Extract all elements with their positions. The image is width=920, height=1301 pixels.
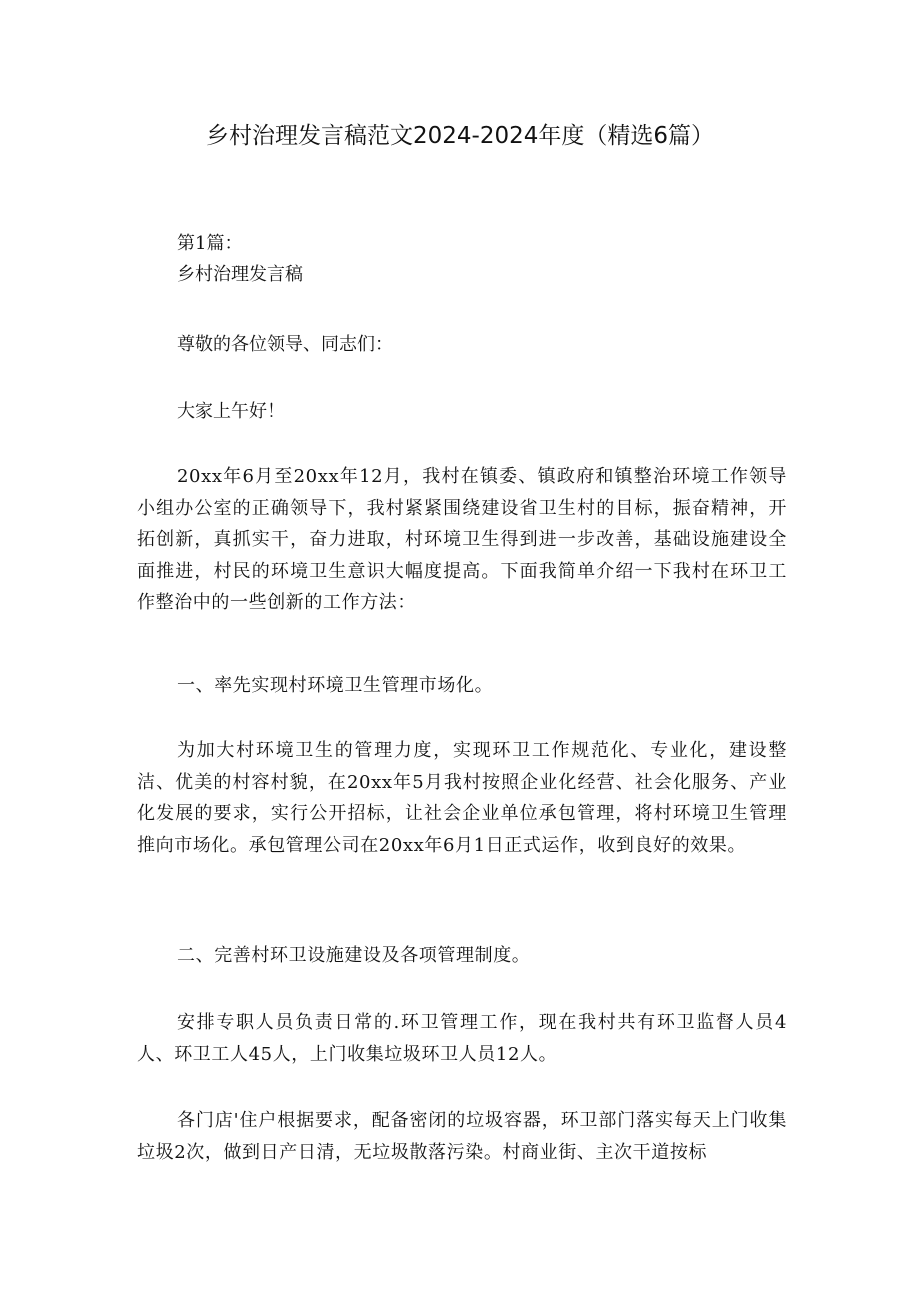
- section-title: 乡村治理发言稿: [177, 264, 303, 285]
- heading-section-one: 一、率先实现村环境卫生管理市场化。: [177, 675, 494, 696]
- paragraph-garbage-collection: 各门店'住户根据要求，配备密闭的垃圾容器，环卫部门落实每天上门收集垃圾2次，做到日产日清，无垃圾散落污染。村商业街、主次干道按标: [137, 1110, 787, 1163]
- paragraph-intro: 20xx年6月至20xx年12月，我村在镇委、镇政府和镇整治环境工作领导小组办公室的正确领导下，我村紧紧围绕建设省卫生村的目标，振奋精神，开拓创新，真抓实干，奋力进取，村环境卫生得到进一步改善，基础设施建设全面推进，村民的环境卫生意识大幅度提高。下面我简单介绍一下我村在环卫工作整治中的一些创新的工作方法：: [137, 466, 787, 613]
- document-title: 乡村治理发言稿范文2024-2024年度（精选6篇）: [206, 123, 714, 149]
- greeting: 尊敬的各位领导、同志们：: [177, 334, 393, 355]
- opening-line: 大家上午好！: [177, 401, 285, 422]
- paragraph-staffing: 安排专职人员负责日常的.环卫管理工作，现在我村共有环卫监督人员4人、环卫工人45人，上门收集垃圾环卫人员12人。: [137, 1012, 787, 1065]
- heading-section-two: 二、完善村环卫设施建设及各项管理制度。: [177, 945, 531, 966]
- section-label: 第1篇：: [177, 233, 243, 254]
- paragraph-section-one: 为加大村环境卫生的管理力度，实现环卫工作规范化、专业化，建设整洁、优美的村容村貌，在20xx年5月我村按照企业化经营、社会化服务、产业化发展的要求，实行公开招标，让社会企业单位承包管理，将村环境卫生管理推向市场化。承包管理公司在20xx年6月1日正式运作，收到良好的效果。: [137, 740, 787, 856]
